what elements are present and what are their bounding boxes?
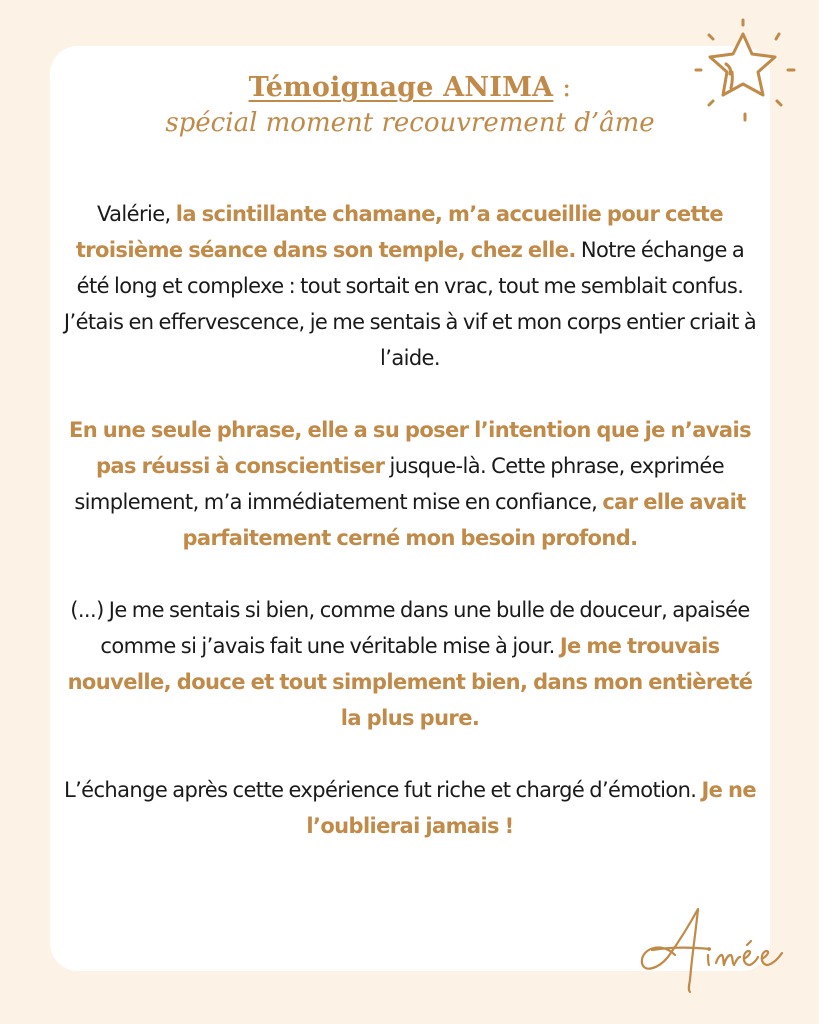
paragraph-3 [60, 592, 760, 736]
page-subtitle: spécial moment recouvrement d’âme [165, 108, 655, 138]
page-title [50, 68, 770, 108]
testimonial-body [60, 196, 760, 880]
title-colon: : [553, 72, 572, 103]
highlight-segment: En une seule phrase, elle a su poser l’intention que je n’avais pas réussi à conscientiser [69, 418, 751, 478]
paragraph-2 [60, 412, 760, 556]
header [50, 68, 770, 140]
signature-aimee [630, 895, 800, 1005]
paragraph-1 [60, 196, 760, 376]
text-segment: (...) Je me sentais si bien, comme dans une bulle de douceur, apaisée comme si j’avais fait une véritable mise à jour. [70, 598, 750, 658]
text-segment: jusque-là. Cette phrase, exprimée simplement, m’a immédiatement mise en confiance, [74, 454, 725, 514]
highlight-segment: car elle avait parfaitement cerné mon besoin profond. [182, 490, 746, 550]
text-segment: L’échange après cette expérience fut riche et chargé d’émotion. [63, 778, 702, 802]
text-segment: Valérie, [97, 202, 176, 226]
text-segment: Notre échange a été long et complexe : tout sortait en vrac, tout me semblait confus. J’étais en effervescence, je me sentais à vif et mon corps entier criait à l’aide. [63, 238, 757, 370]
highlight-segment: la scintillante chamane, m’a accueillie pour cette troisième séance dans son temple, chez elle. [75, 202, 723, 262]
highlight-segment: Je ne l’oublierai jamais ! [306, 778, 756, 838]
highlight-segment: Je me trouvais nouvelle, douce et tout simplement bien, dans mon entièreté la plus pure. [67, 634, 753, 730]
title-text: Témoignage ANIMA [248, 72, 554, 103]
paragraph-4 [60, 772, 760, 844]
